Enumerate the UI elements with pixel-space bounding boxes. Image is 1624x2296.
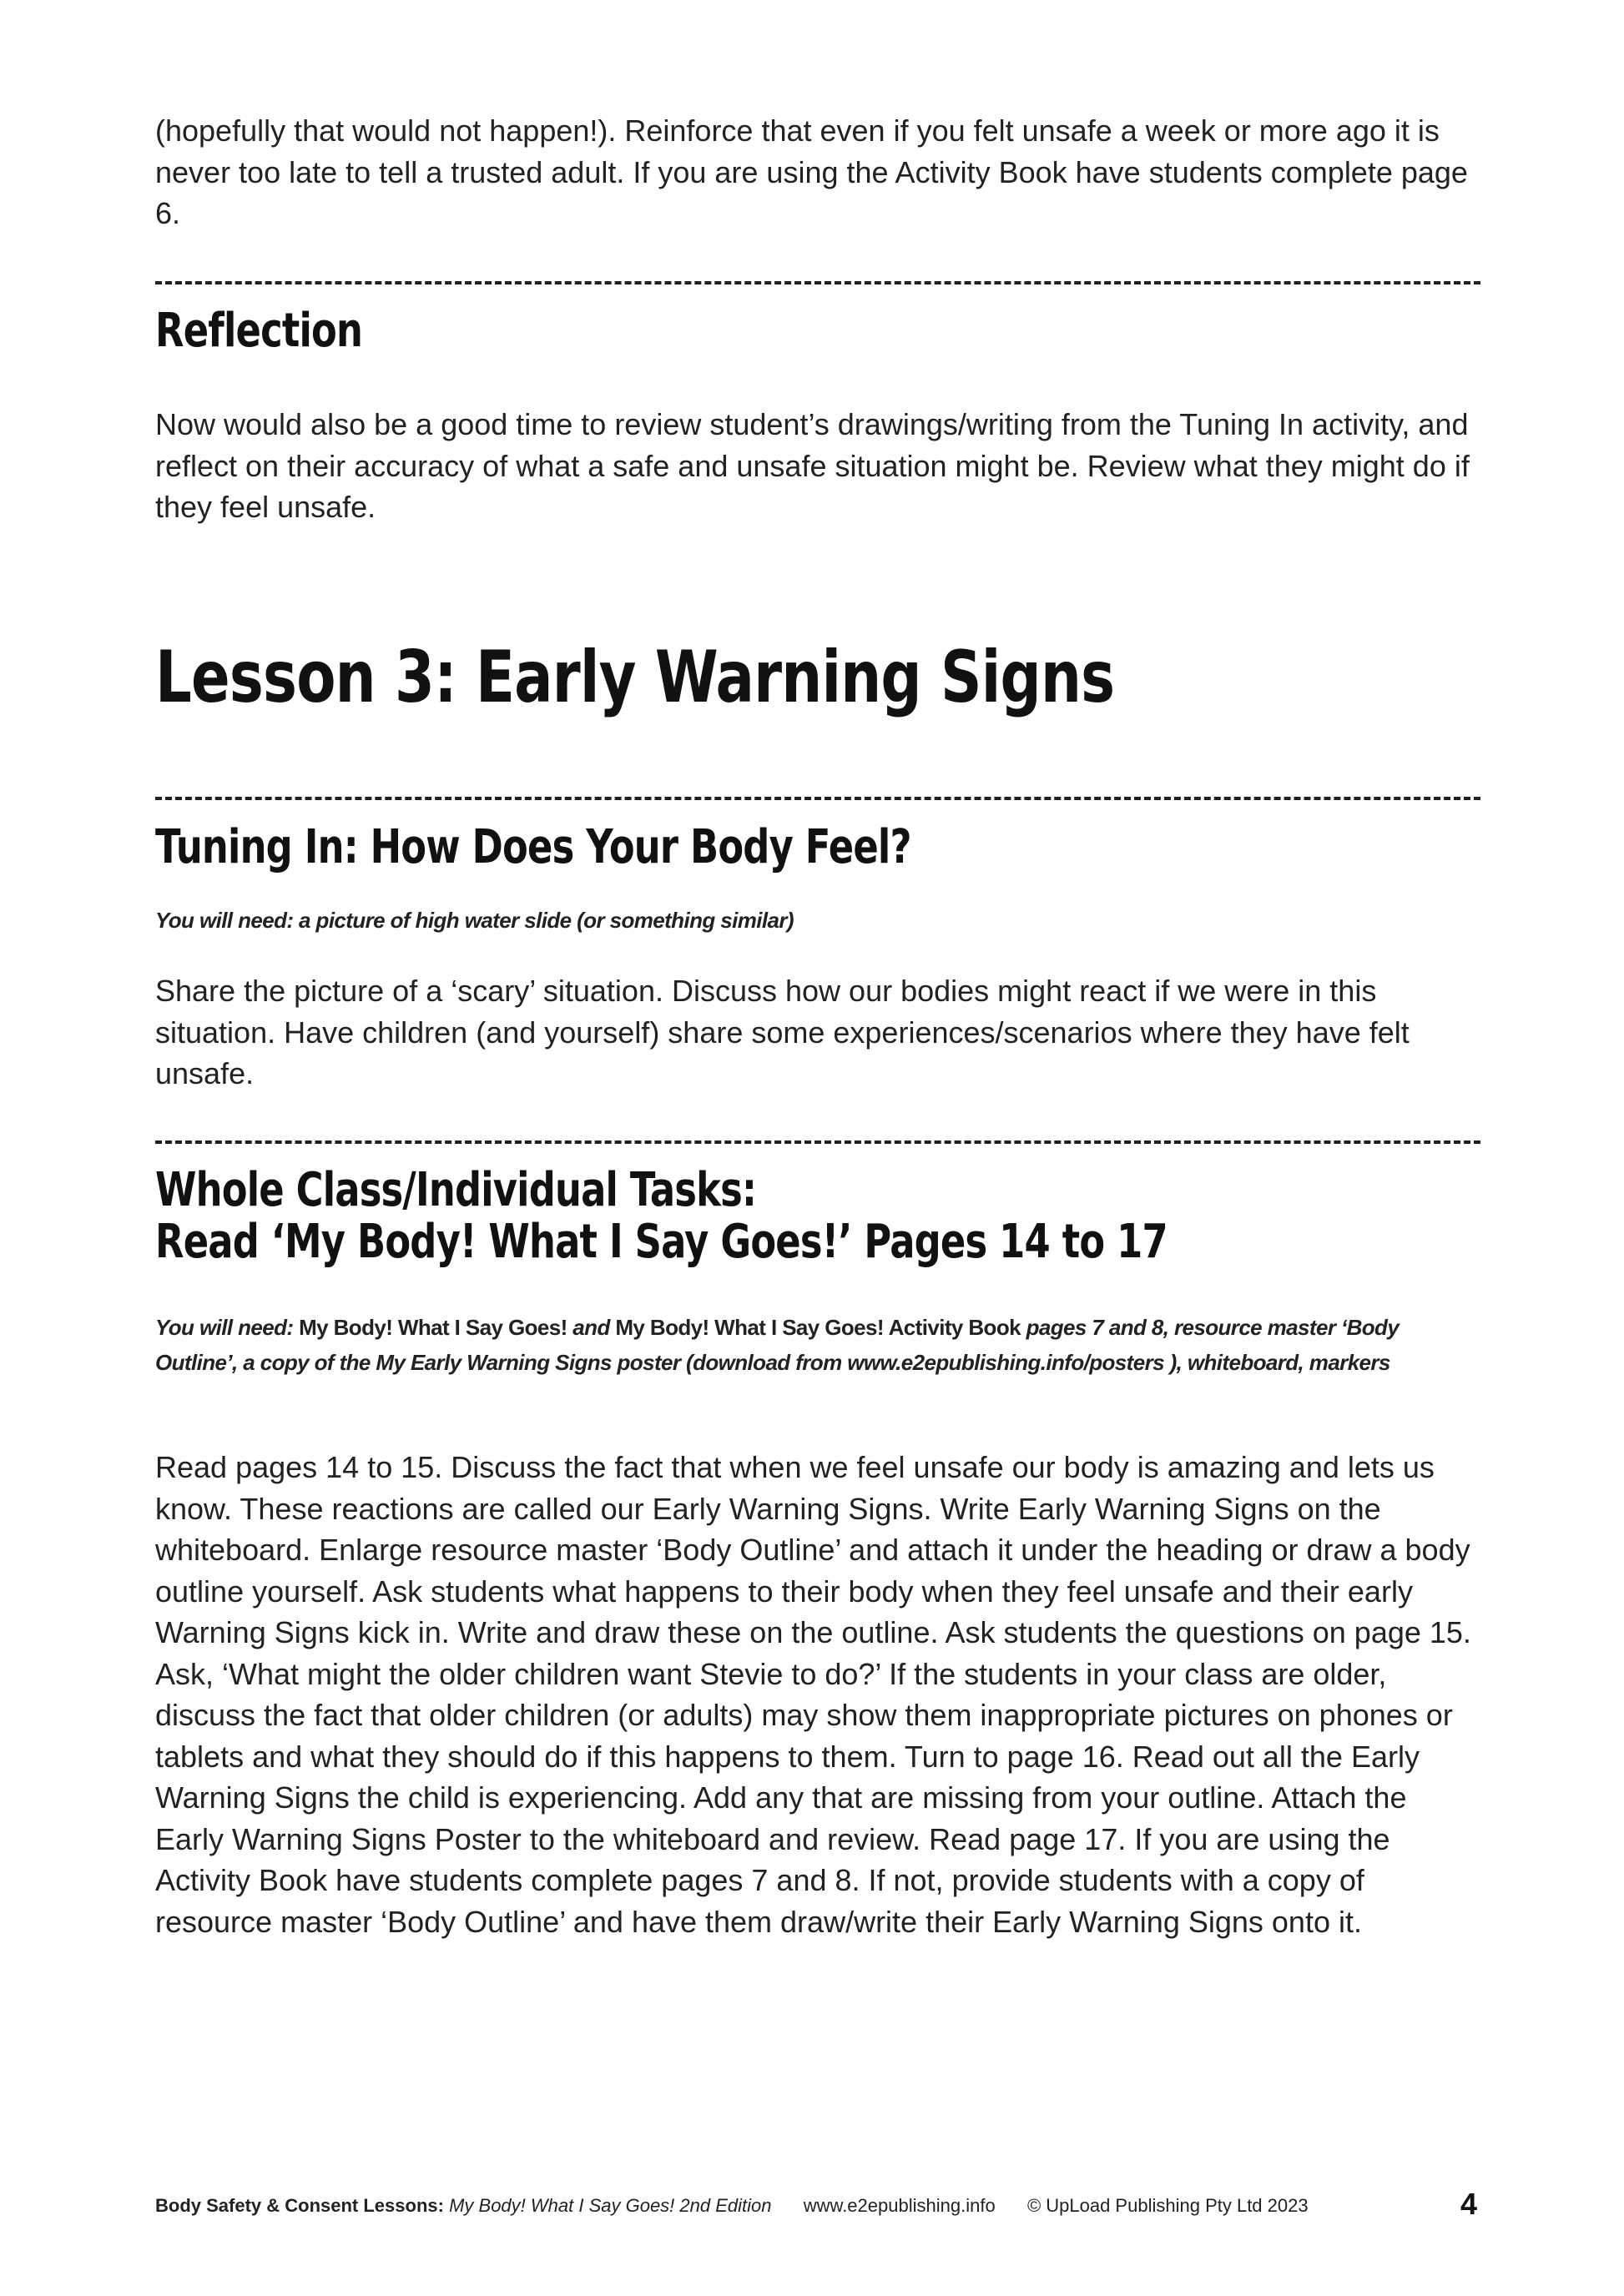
- lesson-title-block: [155, 637, 1477, 718]
- footer-copyright: © UpLoad Publishing Pty Ltd 2023: [1026, 2195, 1309, 2216]
- whole-class-section: [155, 1165, 1477, 1268]
- tuning-in-you-will-need: You will need: a picture of high water slide (or something similar): [155, 908, 794, 933]
- need-book-title: My Body! What I Say Goes!: [299, 1315, 567, 1340]
- whole-class-body: [155, 1447, 1477, 1942]
- tuning-in-need: [155, 903, 1477, 938]
- page-footer: [155, 2189, 1477, 2223]
- whole-class-paragraph: Read pages 14 to 15. Discuss the fact that when we feel unsafe our body is amazing and lets us know. These reactions are called our Early Warning Signs. Write Early Warning Signs on the whiteboard. Enlarge resource master ‘Body Outline’ and attach it under the heading or draw a body outline yourself. Ask students what happens to their body when they feel unsafe and their early Warning Signs kick in. Write and draw these on the outline. Ask students the questions on page 15. Ask, ‘What might the older children want Stevie to do?’ If the students in your class are older, discuss the fact that older children (or adults) may show them inappropriate pictures on phones or tablets and what they should do if this happens to them. Turn to page 16. Read out all the Early Warning Signs the child is experiencing. Add any that are missing from your outline. Attach the Early Warning Signs Poster to the whiteboard and review. Read page 17. If you are using the Activity Book have students complete pages 7 and 8. If not, provide students with a copy of resource master ‘Body Outline’ and have them draw/write their Early Warning Signs onto it.: [155, 1450, 1471, 1939]
- tuning-in-body: [155, 970, 1477, 1095]
- tuning-in-paragraph: Share the picture of a ‘scary’ situation. Discuss how our bodies might react if we were in this situation. Have children (and yourself) share some experiences/scenarios where they have felt unsafe.: [155, 974, 1410, 1090]
- tuning-in-section: [155, 822, 1477, 874]
- footer-series: Body Safety & Consent Lessons:: [155, 2195, 444, 2216]
- reflection-body: [155, 404, 1477, 528]
- section-divider: [155, 281, 1480, 284]
- page-number: 4: [1460, 2187, 1477, 2221]
- whole-class-you-will-need: [155, 1310, 1477, 1380]
- footer-book-title: My Body! What I Say Goes! 2nd Edition: [449, 2195, 772, 2216]
- intro-section: [155, 110, 1477, 234]
- reflection-heading: Reflection: [155, 304, 363, 358]
- need-rest: pages 7 and 8, resource master ‘Body Outline’, a copy of the My Early Warning Signs poster (download from www.e2epublishing.info/posters ), whiteboard, markers: [155, 1315, 1400, 1375]
- section-divider: [155, 1140, 1480, 1144]
- whole-class-heading-line2: Read ‘My Body! What I Say Goes!’ Pages 14 to 17: [155, 1215, 1168, 1269]
- need-and: and: [572, 1315, 610, 1340]
- section-divider: [155, 797, 1480, 800]
- intro-paragraph: (hopefully that would not happen!). Reinforce that even if you felt unsafe a week or more ago it is never too late to tell a trusted adult. If you are using the Activity Book have students complete page 6.: [155, 113, 1468, 230]
- reflection-section: [155, 305, 1477, 357]
- lesson-title: Lesson 3: Early Warning Signs: [155, 636, 1115, 719]
- need-prefix: You will need:: [155, 1315, 294, 1340]
- whole-class-need: [155, 1310, 1477, 1380]
- whole-class-heading-line1: Whole Class/Individual Tasks:: [155, 1163, 757, 1217]
- need-activity-book-title: My Body! What I Say Goes! Activity Book: [615, 1315, 1021, 1340]
- tuning-in-heading: Tuning In: How Does Your Body Feel?: [155, 820, 911, 874]
- reflection-paragraph: Now would also be a good time to review student’s drawings/writing from the Tuning In activity, and reflect on their accuracy of what a safe and unsafe situation might be. Review what they might do if they feel unsafe.: [155, 407, 1470, 524]
- footer-website: www.e2epublishing.info: [803, 2195, 996, 2216]
